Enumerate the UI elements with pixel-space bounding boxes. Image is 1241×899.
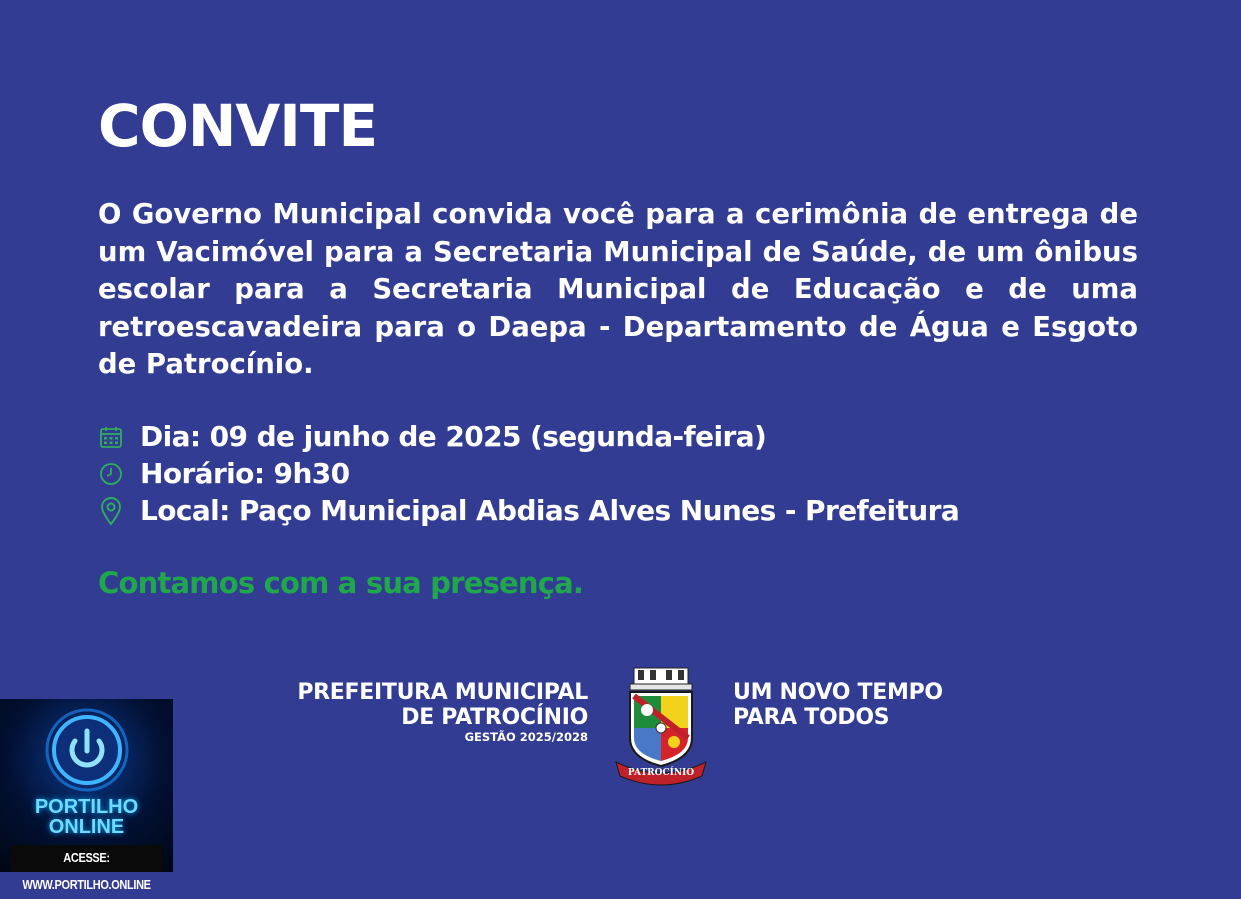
slogan-line-2: PARA TODOS [733, 705, 890, 730]
detail-date-text: Dia: 09 de junho de 2025 (segunda-feira) [140, 420, 767, 453]
prefeitura-name [240, 680, 588, 744]
detail-location [98, 492, 1098, 529]
detail-date [98, 418, 1098, 455]
watermark-brand [0, 797, 173, 837]
municipal-crest-logo [612, 666, 710, 788]
watermark-brand-line-2: ONLINE [48, 816, 125, 838]
slogan [733, 680, 943, 730]
org-line-1: PREFEITURA MUNICIPAL [297, 680, 588, 705]
detail-location-text: Local: Paço Municipal Abdias Alves Nunes - Prefeitura [140, 494, 960, 527]
portilho-online-watermark[interactable] [0, 699, 173, 892]
detail-time-text: Horário: 9h30 [140, 457, 350, 490]
invitation-paragraph: O Governo Municipal convida você para a cerimônia de entrega de um Vacimóvel para a Secretaria Municipal de Saúde, de um ônibus escolar para a Secretaria Municipal de Educação e de uma retroescavadeira para o Daepa - Departamento de Água e Esgoto de Patrocínio. [98, 198, 1138, 380]
power-icon [42, 705, 132, 795]
detail-time [98, 455, 1098, 492]
org-term: GESTÃO 2025/2028 [464, 730, 588, 744]
crest-ribbon-text: PATROCÍNIO [627, 768, 695, 778]
watermark-brand-line-1: PORTILHO [34, 796, 139, 818]
clock-icon [98, 460, 124, 488]
slogan-line-1: UM NOVO TEMPO [733, 680, 943, 705]
page-title: CONVITE [98, 92, 378, 160]
closing-message: Contamos com a sua presença. [98, 566, 584, 600]
watermark-url[interactable]: ACESSE: WWW.PORTILHO.ONLINE [10, 845, 162, 872]
org-line-2: DE PATROCÍNIO [401, 705, 588, 730]
calendar-icon [98, 423, 124, 451]
event-details [98, 418, 1098, 529]
location-pin-icon [98, 497, 124, 525]
